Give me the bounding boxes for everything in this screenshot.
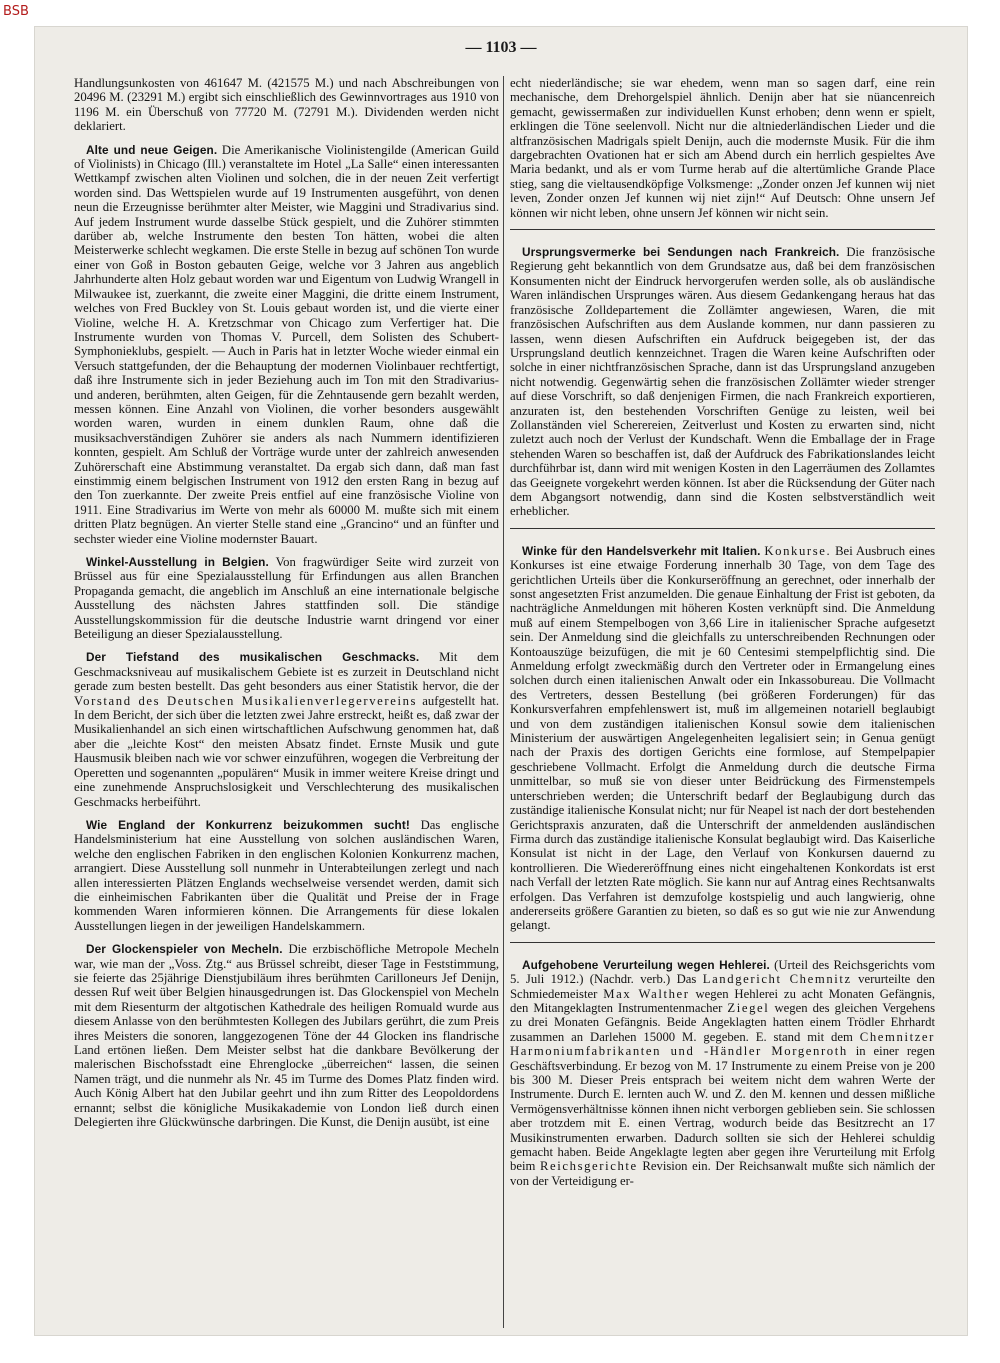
article-body: Mit dem Geschmacksniveau auf musikalischem Gebiete ist es zurzeit in Deutschland nicht gerade zum besten bestellt. Das geht besonders aus einer Statistik hervor, die der bbox=[74, 650, 500, 694]
article-body: Die erzbischöfliche Metropole Mecheln war, wie man der „Voss. Ztg.“ aus Brüssel schreibt, dieser Tage in Feststimmung, sie feierte das 25jährige Dienstjubiläum ihres berühmten Carilloneurs Jef Denijn, dessen Ruf weit über Belgien hinausgedrungen ist. Das Glockenspiel von Mecheln mit dem Riesenturm der altgotischen Kathedrale des heiligen Romuald wurde aus diesem Anlasse von den berühmtesten Kollegen des Jubilars gerührt, die zum Preis ihres Meisters die sonoren, langgezogenen Töne der 44 Glocken ins flandrische Land ertönen ließen. Dem Meister selbst hat die dankbare Bevölkerung der malerischen Bischofsstadt eine Ehrenglocke „überreichen“ lassen, die seinen Namen trägt, und die nunmehr als Nr. 45 im Turme des Domes Platz finden wird. Auch König Albert hat den Jubilar geehrt und ihn zum Ritter des Leopoldordens ernannt; selbst die königliche Musikakademie von London ließ durch einen Delegierten ihre Glückwünsche darbringen. Die Kunst, die Denijn ausübt, ist eine bbox=[74, 942, 500, 1130]
article-subheading: Konkurse. bbox=[764, 543, 832, 558]
article-body: (Urteil des Reichsgerichts vom 5. Juli 1912.) (Nachdr. verb.) Das bbox=[510, 957, 935, 987]
article-body: Von fragwürdiger Seite wird zurzeit von Brüssel aus für eine Spezialausstellung für Erfindungen aus allen Branchen Propaganda gemacht, die angeblich im Anschluß an eine internationale belgische Ausstellung des nächsten Jahres stattfinden soll. Die ständige Ausstellungskommission für die deutsche Industrie warnt dringend vor einer Beteiligung an dieser Spezialausstellung. bbox=[74, 555, 499, 642]
spaced-emphasis: Max Walther bbox=[603, 986, 690, 1001]
article-body: aufgestellt hat. In dem Bericht, der sich über die letzten zwei Jahre erstreckt, heißt es, daß zwar der Musikalienhandel an sich einen wirtschaftlichen Aufschwung genommen hat, daß aber die „leichte Kost“ den meisten Absatz findet. Ernste Musik und gute Hausmusik bleiben nach wie vor schwer einzuführen, wogegen die Verbreitung der Operetten und sogenannten „populären“ Musik in immer weitere Kreise dringt und eine zunehmende Anspruchslosigkeit und Verschlechterung des musikalischen Geschmacks herbeiführt. bbox=[74, 693, 500, 809]
spaced-emphasis: Vorstand des Deutschen Musikalienverlegervereins bbox=[74, 693, 418, 708]
spaced-emphasis: Ziegel bbox=[727, 1000, 770, 1015]
article-continuation: echt niederländische; sie war ehedem, wenn man so sagen darf, eine rein mechanische, dem Drehorgelspiel ähnlich. Denijn aber hat sie nüancenreich gemacht, gewissermaßen zur individuellen Kunst erhoben; denn wenn er spielt, erklingen die Töne seelenvoll. Nicht nur die altniederländischen Lieder und die altfranzösischen Madrigals spielt Denijn, auch die modernste Musik. Für die ihm dargebrachten Ovationen hat er sich am Abend durch ein herrlich gespieltes Ave Maria bedankt, und als er vom Turme herab auf die altertümliche Grande Place stieg, sang die vieltausendköpfige Volksmenge: „Zonder onzen Jef kunnen wij niet leven, Zonder onzen Jef kunnen wij niet zijn!“ Auf Deutsch: Ohne unsern Jef können wir nicht leben, ohne unsern Jef können wir nicht sein. bbox=[510, 76, 935, 220]
right-column bbox=[510, 76, 935, 1197]
left-column bbox=[74, 76, 499, 1138]
article-body: Revision ein. Der Reichsanwalt mußte sich nämlich der von der Verteidigung er- bbox=[510, 1159, 936, 1188]
article-verurteilung-hehlerei bbox=[510, 958, 935, 1189]
article-tiefstand-geschmack bbox=[74, 650, 499, 808]
article-body: Die Amerikanische Violinistengilde (American Guild of Violinists) in Chicago (Ill.) veranstaltete im Hotel „La Salle“ einen interessanten Wettkampf zwischen alten Violinen und solchen, die in der neuen Zeit verfertigt worden sind. Das Wettspielen wurde auf 19 Instrumenten ausgeführt, von denen neun die Erzeugnisse berühmter alter Meister, wie Maggini und Stradivarius sind. Auf jedem Instrument wurde dasselbe Stück gespielt, und die Zuhörer stimmten darüber ab, welche Instrumente den besten Ton hätten, wobei die alten Meisterwerke schlecht wegkamen. Die erste Stelle in bezug auf schönen Ton wurde einer von Goß in Boston gebauten Geige, welche vor 3 Jahren aus angeblich Jahrhunderte alten Holz gebaut worden war und Eigentum von Ludwig Wrangell in Milwaukee ist, zuerkannt, die zweite einer Maggini, die dritte einem Instrument, welches von Fred Buckley von St. Louis gebaut worden ist, und die vierte einer Violine, welche H. A. Kretzschmar von Chicago zum Verfertiger hat. Die Instrumente wurden von Thomas V. Purcell, dem Solisten des Schubert-Symphonieklubs, gespielt. — Auch in Paris hat in letzter Woche wieder einmal ein Versuch stattgefunden, der die Behauptung der modernen Violinbauer rechtfertigt, daß ihre Instrumente sich in jeder Beziehung auch im Ton mit den Stradivarius- und anderen, berühmten, alten Geigen, für die Zehntausende gern bezahlt werden, messen können. Eine Anzahl von Violinen, die vorher besonders ausgewählt worden waren, wurden in einem dunklen Raum, ohne daß die musiksachverständigen Zuhörer sie anders als nach Nummern identifizieren konnten, gespielt. Am Schluß der Vorträge wurde unter der zahlreich anwesenden Zuhörerschaft eine Abstimmung veranstaltet. Da ergab sich dann, daß man fast einstimmig einem belgischen Instrument von 1912 den ersten Rang in bezug auf den Ton zuerkannte. Der zweite Preis entfiel auf eine französische Violine von 1911. Eine Stradivarius im Werte von mehr als 60000 M. mußte sich mit einem dritten Platz begnügen. An vierter Stelle stand eine „Grancino“ und an fünfter und sechster wieder eine Violine modernster Bauart. bbox=[74, 142, 500, 546]
section-rule bbox=[510, 942, 935, 949]
article-body: wegen Hehlerei zu acht Monaten Gefängnis, den Mitangeklagten Instrumentenmacher bbox=[510, 986, 936, 1015]
article-heading: Wie England der Konkurrenz beizukommen sucht! bbox=[86, 817, 410, 832]
article-body: Das englische Handelsministerium hat eine Ausstellung von solchen ausländischen Waren, welche den englischen Fabriken in den englischen Kolonien Konkurrenz machen, arrangiert. Diese Ausstellung soll nunmehr in Unterabteilungen zerlegt und nach allen interessierten Plätzen Englands wechselweise versendet werden, damit sich die einheimischen Fabrikanten über die Qualität und Preise der in Frage kommenden Waren informieren können. Die Arrangements für diese lokalen Ausstellungen liegen in der jeweiligen Handelskammern. bbox=[74, 817, 499, 933]
scanned-page bbox=[34, 26, 968, 1336]
section-rule bbox=[510, 229, 935, 236]
page-number: — 1103 — bbox=[465, 39, 537, 56]
article-heading: Alte und neue Geigen. bbox=[86, 142, 218, 157]
article-heading: Winkel-Ausstellung in Belgien. bbox=[86, 555, 269, 569]
article-glockenspieler-mecheln bbox=[74, 942, 499, 1129]
article-heading: Der Tiefstand des musikalischen Geschmacks. bbox=[86, 650, 420, 665]
article-england-konkurrenz bbox=[74, 818, 499, 933]
article-ursprungsvermerke bbox=[510, 245, 935, 519]
article-body: wegen des gleichen Vergehens zu drei Monaten Gefängnis. Beide Angeklagten hatten einem Trödler Ehrhardt zusammen an Darlehen 15000 M. gegeben. E. stand mit dem bbox=[510, 1000, 936, 1044]
article-body: Die französische Regierung geht bekanntlich von dem Grundsatze aus, daß bei dem französischen Konsumenten nicht der Eindruck hervorgerufen werden solle, als ob ausländische Waren inländischen Ursprunges wären. Aus diesem Gedankengang heraus hat das französische Zolldepartement die Zollämter angewiesen, Waren, die mit französischen Aufschriften aus dem Auslande kommen, nur dann passieren zu lassen, wenn diesen Aufschriften ein Aufdruck beigegeben ist, der das Ursprungsland deutlich kennzeichnet. Tragen die Waren keine Aufschriften oder solche in einer nichtfranzösischen Sprache, dann ist das Ursprungsland anzugeben nicht notwendig. Gegenwärtig sehen die französischen Zollämter wieder strenger auf diese Vorschrift, so daß denjenigen Firmen, die nach Frankreich exportieren, anzuraten ist, den bestehenden Vorschriften Genüge zu leisten, weil bei Zollanständen viel Scherereien, Zeitverlust und Kosten zu erwarten sind, nicht zuletzt auch noch der Verlust der Kundschaft. Wenn die Emballage der in Frage stehenden Waren so beschaffen ist, daß der Aufdruck des Fabrikationslandes leicht durchführbar ist, dann wird mit wenigen Kosten in den Lagerräumen des Zollamtes das Geeignete vorgekehrt werden können. Ist aber die Rücksendung der Güter nach dem Abgangsort notwendig, dann sind die Kosten selbstverständlich weit erheblicher. bbox=[510, 245, 936, 519]
section-rule bbox=[510, 528, 935, 535]
article-continuation: Handlungsunkosten von 461647 M. (421575 M.) und nach Abschreibungen von 20496 M. (23291 M.) ergibt sich einschließlich des Gewinnvortrages aus 1910 von 1196 M. ein Überschuß von 77720 M. (72791 M.). Dividenden werden nicht deklariert. bbox=[74, 76, 499, 134]
article-heading: Ursprungsvermerke bei Sendungen nach Frankreich. bbox=[522, 245, 840, 260]
article-winkel-ausstellung bbox=[74, 555, 499, 641]
article-heading: Der Glockenspieler von Mecheln. bbox=[86, 942, 283, 957]
library-stamp: BSB bbox=[3, 4, 29, 19]
article-body: verurteilte den Schmiedemeister bbox=[510, 972, 936, 1001]
article-heading: Aufgehobene Verurteilung wegen Hehlerei. bbox=[522, 957, 770, 972]
spaced-emphasis: Landgericht Chemnitz bbox=[702, 972, 852, 987]
spaced-emphasis: Reichsgerichte bbox=[539, 1159, 638, 1174]
article-heading: Winke für den Handelsverkehr mit Italien. bbox=[522, 543, 761, 558]
spaced-emphasis: Chemnitzer Harmoniumfabrikanten und -Händler Morgenroth bbox=[510, 1029, 935, 1059]
article-body: Bei Ausbruch eines Konkurses ist eine etwaige Forderung innerhalb 30 Tage, von dem Tage des gerichtlichen Urteils über die Konkurseröffnung an gerechnet, oder innerhalb der sonst angesetzten Frist anzumelden. Die genaue Einhaltung der Frist ist geboten, da nachträgliche Anmeldungen mit höheren Kosten verknüpft sind. Die Anmeldung muß auf einem Stempelbogen von 3,66 Lire in italienischer Sprache aufgesetzt sein. Der Anmeldung sind die gleichfalls zu unterschreibenden Rechnungen oder Kontoauszüge beizufügen, die mit je 60 Centesimi stempelpflichtig sind. Die Anmeldung erfolgt zweckmäßig durch den Vertreter oder in Ermangelung eines solchen durch einen italienischen Anwalt oder ein Inkassobureau. Die Vollmacht des Vertreters, dessen Bestellung (bei größeren Forderungen) für das Konkursverfahren empfehlenswert ist, muß im allgemeinen notariell beglaubigt und von dem zuständigen italienischen Konsul sowie dem italienischen Ministerium der auswärtigen Angelegenheiten legalisiert sein; in Genua genügt nach der Praxis des dortigen Gerichts eine formlose, auf Stempelpapier geschriebene Vollmacht. Erfolgt die Anmeldung durch die deutsche Firma unmittelbar, so muß sie von dieser unter Beidrückung des Firmenstempels unterschrieben werden; die Unterschrift bedarf der Beglaubigung durch das zuständige italienische Konsulat nicht; nur für Neapel ist nach der dort bestehenden Gerichtspraxis anzuraten, daß die Unterschrift der anmeldenden ausländischen Firma durch das zuständige italienische Konsulat beglaubigt wird. Das Kaiserliche Konsulat ist nicht in der Lage, den Verlauf von Konkursen dauernd zu kontrollieren. Die Wiedereröffnung eines nicht eingehaltenen Konkordats ist erst nach Verfall der letzten Rate möglich. Sie kann nur auf Antrag eines Rechtsanwalts erfolgen. Das Verfahren ist demzufolge kostspielig und auch langwierig, ohne andererseits größere Garantien zu bieten, so daß es so gut wie nie zur Anwendung gelangt. bbox=[510, 543, 936, 933]
column-rule bbox=[503, 76, 504, 1328]
article-alte-neue-geigen bbox=[74, 143, 499, 546]
article-body: in einer regen Geschäftsverbindung. Er bezog von M. 17 Instrumente zu einem Preise von je 200 bis 300 M. Dieser Preis entsprach bei weitem nicht dem wahren Werte der Instrumente. Durch E. lernten auch W. und Z. den M. kennen und dessen mißliche Vermögensverhältnisse können ihnen nicht verborgen geblieben sein. Sie schlossen aber trotzdem mit E. einen Vertrag, wodurch beide das Besitzrecht an 17 Musikinstrumenten erwarben. Dadurch sollten sie sich der Hehlerei schuldig gemacht haben. Beide Angeklagte legten aber gegen ihre Verurteilung mit Erfolg beim bbox=[510, 1044, 936, 1174]
article-winke-italien bbox=[510, 544, 935, 933]
